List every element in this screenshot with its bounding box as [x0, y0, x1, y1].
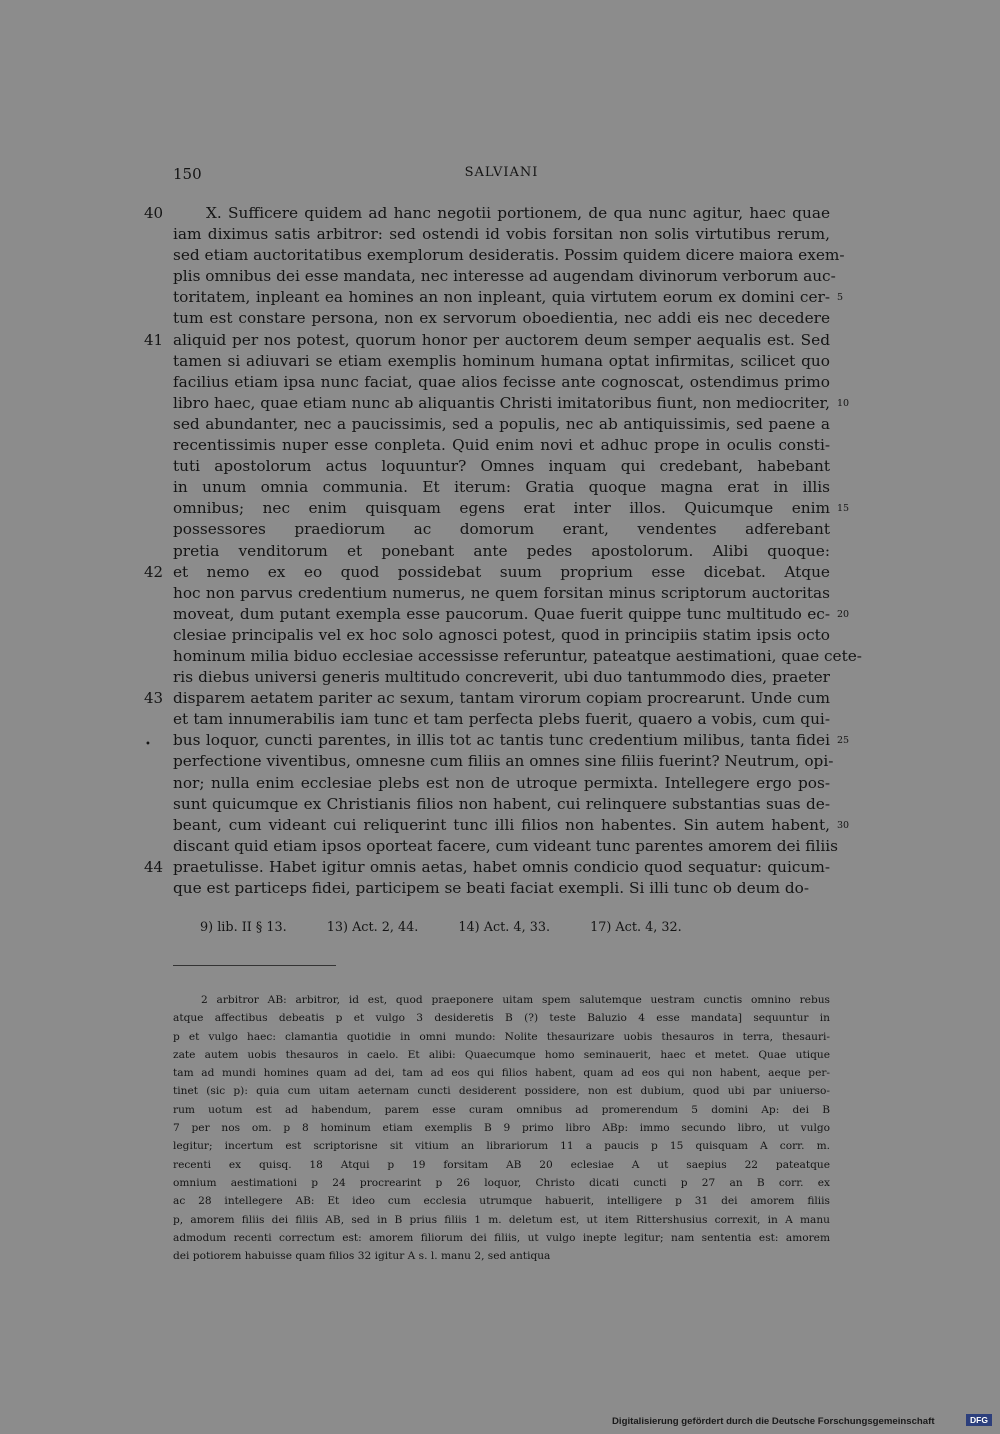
line-text: nor; nulla enim ecclesiae plebs est non de utroque permixta. Intellegere ergo pos-: [173, 773, 830, 792]
page-number: 150: [173, 165, 202, 183]
apparatus-text: admodum recenti correctum est: amorem filiorum dei filiis, ut vulgo inepte legitur; nam sententia est: amorem: [173, 1231, 830, 1244]
apparatus-text: p, amorem filiis dei filiis AB, sed in B prius filiis 1 m. deletum est, ut item Rittershusius correxit, in A manu: [173, 1213, 830, 1226]
line-text: discant quid etiam ipsos oporteat facere, cum videant tunc parentes amorem dei filiis: [173, 836, 839, 855]
apparatus-line: [173, 1046, 830, 1064]
apparatus-text: 2 arbitror AB: arbitror, id est, quod praeponere uitam spem salutemque uestram cunctis omnino rebus: [201, 994, 830, 1006]
line-text: moveat, dum putant exempla esse paucorum. Quae fuerit quippe tunc multitudo ec-: [173, 604, 830, 623]
text-line: [173, 498, 850, 519]
apparatus-line: [173, 991, 830, 1009]
line-text: tuti apostolorum actus loquuntur? Omnes inquam qui credebant, habebant: [173, 457, 830, 476]
footnote-divider: [173, 965, 336, 966]
apparatus-text: omnium aestimationi p 24 procrearint p 26 loquor, Christo dicati cuncti p 27 an B corr. ex: [173, 1176, 830, 1189]
text-line: [173, 477, 830, 498]
apparatus-text: rum uotum est ad habendum, parem esse curam omnibus ad promerendum 5 domini Ap: dei B: [173, 1103, 830, 1116]
line-text: iam diximus satis arbitror: sed ostendi id vobis forsitan non solis virtutibus rerum,: [173, 225, 830, 244]
line-text: X. Sufficere quidem ad hanc negotii portionem, de qua nunc agitur, haec quae: [206, 204, 830, 222]
reference-item: 13) Act. 2, 44.: [326, 920, 419, 935]
apparatus-line: [173, 1137, 830, 1155]
apparatus-text: recenti ex quisq. 18 Atqui p 19 forsitam AB 20 eclesiae A ut saepius 22 pateatque: [173, 1158, 830, 1171]
text-line: [173, 583, 830, 604]
line-number: 20: [837, 608, 850, 620]
apparatus-text: tinet (sic p): quia cum uitam aeternam cuncti desiderent possidere, non est dubium, quod ubi par uniuerso-: [173, 1085, 830, 1098]
chapter-number: 42: [144, 562, 164, 581]
line-number: 5: [837, 292, 844, 304]
apparatus-line: [173, 1229, 830, 1247]
line-text: ris diebus universi generis multitudo concreverit, ubi duo tantummodo dies, praeter: [173, 668, 830, 687]
apparatus-line: [173, 1174, 830, 1192]
scripture-references: [200, 920, 722, 935]
apparatus-text: legitur; incertum est scriptorisne sit vitium an librariorum 11 a paucis p 15 quisquam A corr. m.: [173, 1140, 830, 1153]
line-text: aliquid per nos potest, quorum honor per auctorem deum semper aequalis est. Sed: [173, 330, 830, 349]
text-line: [144, 203, 830, 224]
line-text: plis omnibus dei esse mandata, nec interesse ad augendam divinorum verborum auc-: [173, 267, 836, 286]
apparatus-line: [173, 1009, 830, 1027]
reference-item: 17) Act. 4, 32.: [590, 920, 682, 935]
text-line: [144, 562, 830, 583]
apparatus-line: [173, 1192, 830, 1210]
chapter-number: 40: [144, 204, 164, 222]
text-line: [173, 878, 830, 899]
apparatus-text: tam ad mundi homines quam ad dei, tam ad eos qui filios habent, quam ad eos qui non habent, aeque per-: [173, 1067, 830, 1080]
apparatus-text: p et vulgo haec: clamantia quotidie in omni mundo: Nolite thesaurizare uobis thesauros in terra, thesauri-: [173, 1030, 830, 1043]
text-line: [173, 245, 845, 266]
critical-apparatus: [173, 991, 830, 1265]
text-line: [173, 287, 844, 308]
line-text: et tam innumerabilis iam tunc et tam perfecta plebs fuerit, quaero a vobis, cum qui-: [173, 710, 830, 729]
text-line: [173, 308, 830, 329]
line-text: facilius etiam ipsa nunc faciat, quae alios fecisse ante cognoscat, ostendimus primo: [173, 372, 830, 391]
line-text: sed abundanter, nec a paucissimis, sed a populis, nec ab antiquissimis, sed paene a: [173, 414, 830, 433]
apparatus-text: ac 28 intellegere AB: Et ideo cum ecclesia utrumque habuerit, intelligere p 31 dei amorem filiis: [173, 1195, 830, 1208]
text-line: [173, 224, 830, 245]
reference-item: 9) lib. II § 13.: [200, 920, 287, 935]
apparatus-line: [173, 1082, 830, 1100]
text-line: [173, 625, 830, 646]
line-number: 25: [837, 735, 850, 747]
text-line: [173, 372, 830, 393]
line-text: que est particeps fidei, participem se beati faciat exempli. Si illi tunc ob deum do-: [173, 879, 810, 897]
chapter-number: 43: [144, 689, 164, 708]
reference-item: 14) Act. 4, 33.: [458, 920, 551, 935]
text-line: [144, 330, 830, 351]
text-line: [173, 541, 830, 562]
line-text: possessores praediorum ac domorum erant, vendentes adferebant: [173, 520, 830, 539]
line-text: sunt quicumque ex Christianis filios non habent, cui relinquere substantias suas de-: [173, 794, 830, 813]
apparatus-text: zate autem uobis thesauros in caelo. Et alibi: Quaecumque homo seminauerit, haec et metet. Quae utique: [173, 1048, 830, 1061]
apparatus-line: [173, 1119, 830, 1137]
line-text: recentissimis nuper esse conpleta. Quid enim novi et adhuc prope in oculis consti-: [173, 436, 830, 455]
line-text: omnibus; nec enim quisquam egens erat inter illos. Quicumque enim: [173, 499, 830, 518]
line-text: tamen si adiuvari se etiam exemplis hominum humana optat infirmitas, scilicet quo: [173, 351, 830, 370]
apparatus-line: [173, 1156, 830, 1174]
text-line: [144, 688, 830, 709]
line-text: beant, cum videant cui reliquerint tunc illi filios non habentes. Sin autem habent,: [173, 815, 830, 834]
text-line: [173, 773, 830, 794]
text-line: [173, 794, 830, 815]
line-text: tum est constare persona, non ex servorum oboedientia, nec addi eis nec decedere: [173, 309, 830, 328]
line-text: hoc non parvus credentium numerus, ne quem forsitan minus scriptorum auctoritas: [173, 583, 830, 602]
line-text: in unum omnia communia. Et iterum: Gratia quoque magna erat in illis: [173, 478, 830, 497]
text-line: [173, 519, 830, 540]
line-text: et nemo ex eo quod possidebat suum proprium esse dicebat. Atque: [173, 562, 830, 581]
line-text: toritatem, inpleant ea homines an non inpleant, quia virtutem eorum ex domini cer-: [173, 288, 830, 307]
text-line: [173, 435, 830, 456]
text-line: [173, 730, 850, 751]
line-text: perfectione viventibus, omnesne cum filiis an omnes sine filiis fuerint? Neutrum, opi-: [173, 752, 834, 771]
apparatus-line: [173, 1211, 830, 1229]
margin-mark: •: [145, 739, 151, 750]
line-text: pretia venditorum et ponebant ante pedes apostolorum. Alibi quoque:: [173, 541, 830, 560]
text-line: [173, 351, 830, 372]
page-header: [173, 165, 830, 185]
text-line: [173, 604, 850, 625]
apparatus-text: atque affectibus debeatis p et vulgo 3 desideretis B (?) teste Baluzio 4 esse mandata] sequuntur in: [173, 1012, 830, 1025]
running-head: SALVIANI: [464, 165, 539, 180]
line-text: clesiae principalis vel ex hoc solo agnosci potest, quod in principiis statim ipsis octo: [173, 625, 830, 644]
text-line: [173, 414, 830, 435]
text-line: [144, 857, 830, 878]
apparatus-text: 7 per nos om. p 8 hominum etiam exemplis B 9 primo libro ABp: immo secundo libro, ut vulgo: [173, 1122, 830, 1135]
text-line: [173, 456, 830, 477]
line-text: disparem aetatem pariter ac sexum, tantam virorum copiam procrearunt. Unde cum: [173, 689, 830, 708]
line-number: 10: [837, 397, 850, 409]
text-line: [173, 836, 839, 857]
text-line: [173, 266, 836, 287]
text-line: [173, 667, 830, 688]
line-number: 15: [837, 503, 850, 515]
line-text: praetulisse. Habet igitur omnis aetas, habet omnis condicio quod sequatur: quicum-: [173, 857, 830, 876]
line-number: 30: [837, 819, 850, 831]
apparatus-line: [173, 1101, 830, 1119]
apparatus-line: [173, 1064, 830, 1082]
text-line: [173, 393, 850, 414]
line-text: bus loquor, cuncti parentes, in illis tot ac tantis tunc credentium milibus, tanta fidei: [173, 731, 830, 750]
dfg-logo[interactable]: DFG: [966, 1414, 992, 1426]
footer-credit: Digitalisierung gefördert durch die Deutsche Forschungsgemeinschaft: [612, 1416, 935, 1427]
main-text: [144, 203, 862, 899]
text-line: [173, 751, 834, 772]
line-text: hominum milia biduo ecclesiae accessisse referuntur, pateatque aestimationi, quae cete-: [173, 646, 862, 665]
text-line: [173, 815, 850, 836]
line-text: sed etiam auctoritatibus exemplorum desideratis. Possim quidem dicere maiora exem-: [173, 246, 845, 265]
chapter-number: 41: [144, 330, 164, 349]
apparatus-text: dei potiorem habuisse quam filios 32 igitur A s. l. manu 2, sed antiqua: [173, 1250, 551, 1263]
text-line: [173, 709, 830, 730]
line-text: libro haec, quae etiam nunc ab aliquantis Christi imitatoribus fiunt, non mediocriter,: [173, 393, 831, 412]
text-line: [173, 646, 862, 667]
apparatus-line: [173, 1247, 830, 1265]
chapter-number: 44: [144, 857, 164, 876]
apparatus-line: [173, 1028, 830, 1046]
